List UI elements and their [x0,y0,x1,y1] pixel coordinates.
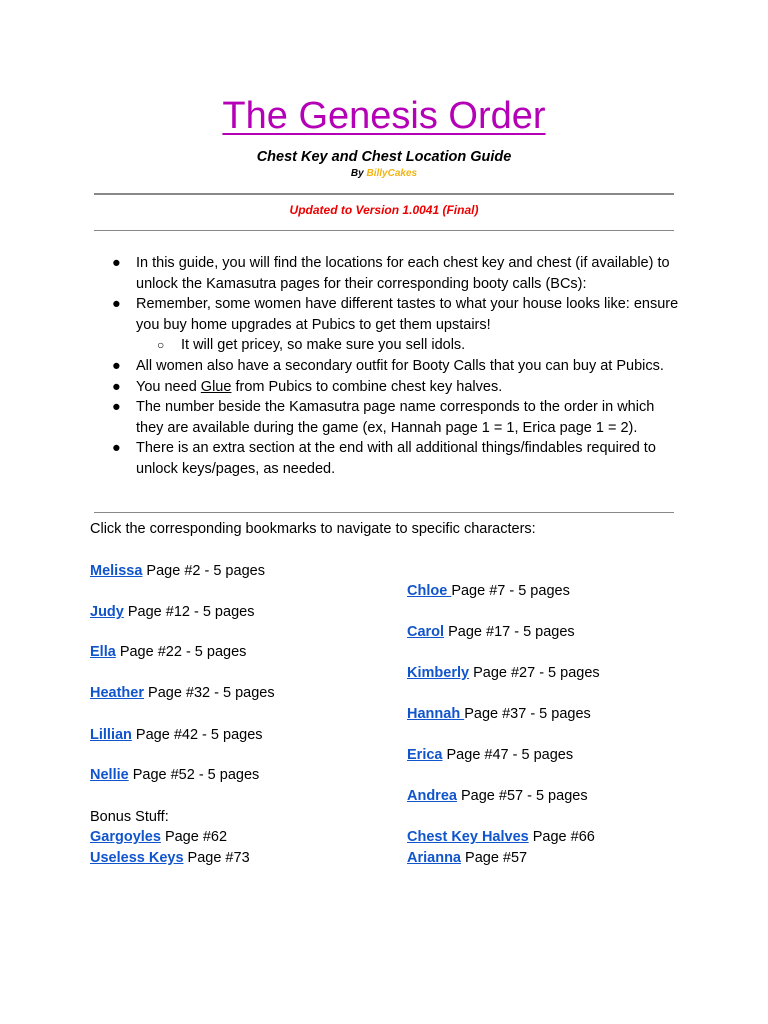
page-info: Page #27 - 5 pages [469,665,600,681]
divider-middle [94,230,674,231]
character-entry-chloe [407,581,570,601]
guide-notes-list [112,253,682,480]
bookmark-link-erica[interactable]: Erica [407,747,443,763]
page-info: Page #66 [528,829,595,845]
document-subtitle: Chest Key and Chest Location Guide [256,149,512,165]
sub-bullet-item [112,335,682,356]
bullet-item [112,253,682,294]
character-entry-judy [90,602,254,622]
bullet-item [112,377,682,398]
page-info: Page #57 - 5 pages [456,788,588,804]
author-name: BillyCakes [366,168,418,179]
bookmark-link-judy[interactable]: Judy [90,604,124,620]
bullet-circle-icon: ○ [157,338,165,353]
bullet-dot-icon: ● [112,296,121,313]
bookmark-link-carol[interactable]: Carol [407,624,445,640]
page-info: Page #73 [183,850,250,866]
page-info: Page #62 [160,829,228,845]
bookmark-link-andrea[interactable]: Andrea [407,788,457,804]
character-entry-kimberly [407,663,600,683]
character-entry-melissa [90,561,265,581]
bookmark-link-gargoyles[interactable]: Gargoyles [90,829,161,845]
document-title: The Genesis Order [222,95,546,137]
page-info: Page #2 - 5 pages [142,563,265,579]
bookmark-link-arianna[interactable]: Arianna [407,850,461,866]
character-entry-carol [407,622,575,642]
bullet-text-pre: You need [136,378,201,395]
divider-bottom [94,512,674,513]
bullet-dot-icon: ● [112,378,121,395]
bookmark-link-kimberly[interactable]: Kimberly [407,665,470,681]
bonus-entry-arianna [407,848,527,868]
character-entry-erica [407,745,573,765]
bookmark-link-heather[interactable]: Heather [90,685,144,701]
page-info: Page #17 - 5 pages [444,624,575,640]
page-info: Page #12 - 5 pages [123,604,255,620]
navigation-intro: Click the corresponding bookmarks to navigate to specific characters: [90,521,536,537]
bonus-entry-useless-keys [90,848,250,868]
page-info: Page #32 - 5 pages [144,685,275,701]
bookmark-link-chloe[interactable]: Chloe [407,583,452,599]
bullet-text: The number beside the Kamasutra page name corresponds to the order in which they are available during the game (ex, Hannah page 1 = 1, Erica page 1 = 2). [136,399,655,436]
bonus-entry-gargoyles [90,827,227,847]
bookmark-link-ella[interactable]: Ella [90,644,116,660]
bullet-item [112,356,682,377]
bookmark-link-nellie[interactable]: Nellie [90,767,129,783]
bookmark-link-lillian[interactable]: Lillian [90,727,132,743]
character-entry-lillian [90,725,263,745]
bonus-entry-chest-key-halves [407,827,595,847]
bullet-item [112,438,682,479]
page-info: Page #42 - 5 pages [131,727,263,743]
page-info: Page #7 - 5 pages [451,583,570,599]
bullet-text: Remember, some women have different tastes to what your house looks like: ensure you buy home upgrades at Pubics to get them upstairs! [136,296,679,333]
character-entry-ella [90,642,246,662]
bullet-text: All women also have a secondary outfit for Booty Calls that you can buy at Pubics. [136,357,664,374]
bookmark-link-melissa[interactable]: Melissa [90,563,143,579]
bookmark-link-chest-key-halves[interactable]: Chest Key Halves [407,829,529,845]
version-note: Updated to Version 1.0041 (Final) [289,203,479,217]
page-info: Page #37 - 5 pages [464,706,591,722]
bullet-dot-icon: ● [112,255,121,271]
page-info: Page #57 [461,850,528,866]
bookmark-link-hannah[interactable]: Hannah [407,706,465,722]
bullet-text: In this guide, you will find the locations for each chest key and chest (if available) to unlock the Kamasutra pages for their corresponding booty calls (BCs): [136,255,670,292]
byline-prefix: By [350,168,367,179]
bullet-dot-icon: ● [112,357,121,374]
bonus-section-label: Bonus Stuff: [90,809,169,825]
bookmark-link-useless-keys[interactable]: Useless Keys [90,850,184,866]
page-info: Page #52 - 5 pages [128,767,260,783]
bullet-item [112,397,682,438]
bullet-text-post: from Pubics to combine chest key halves. [231,378,503,395]
bullet-dot-icon: ● [112,399,121,416]
bullet-dot-icon: ● [112,440,121,457]
divider-top [94,193,674,195]
character-entry-heather [90,683,275,703]
bullet-item [112,294,682,335]
bullet-text: It will get pricey, so make sure you sell idols. [181,337,466,354]
character-entry-nellie [90,765,259,785]
page-info: Page #22 - 5 pages [115,644,247,660]
character-entry-hannah [407,704,591,724]
character-entry-andrea [407,786,588,806]
bullet-text: There is an extra section at the end with all additional things/findables required to unlock keys/pages, as needed. [136,440,656,477]
byline [0,167,768,181]
glue-term: Glue [200,378,232,395]
page-info: Page #47 - 5 pages [442,747,574,763]
